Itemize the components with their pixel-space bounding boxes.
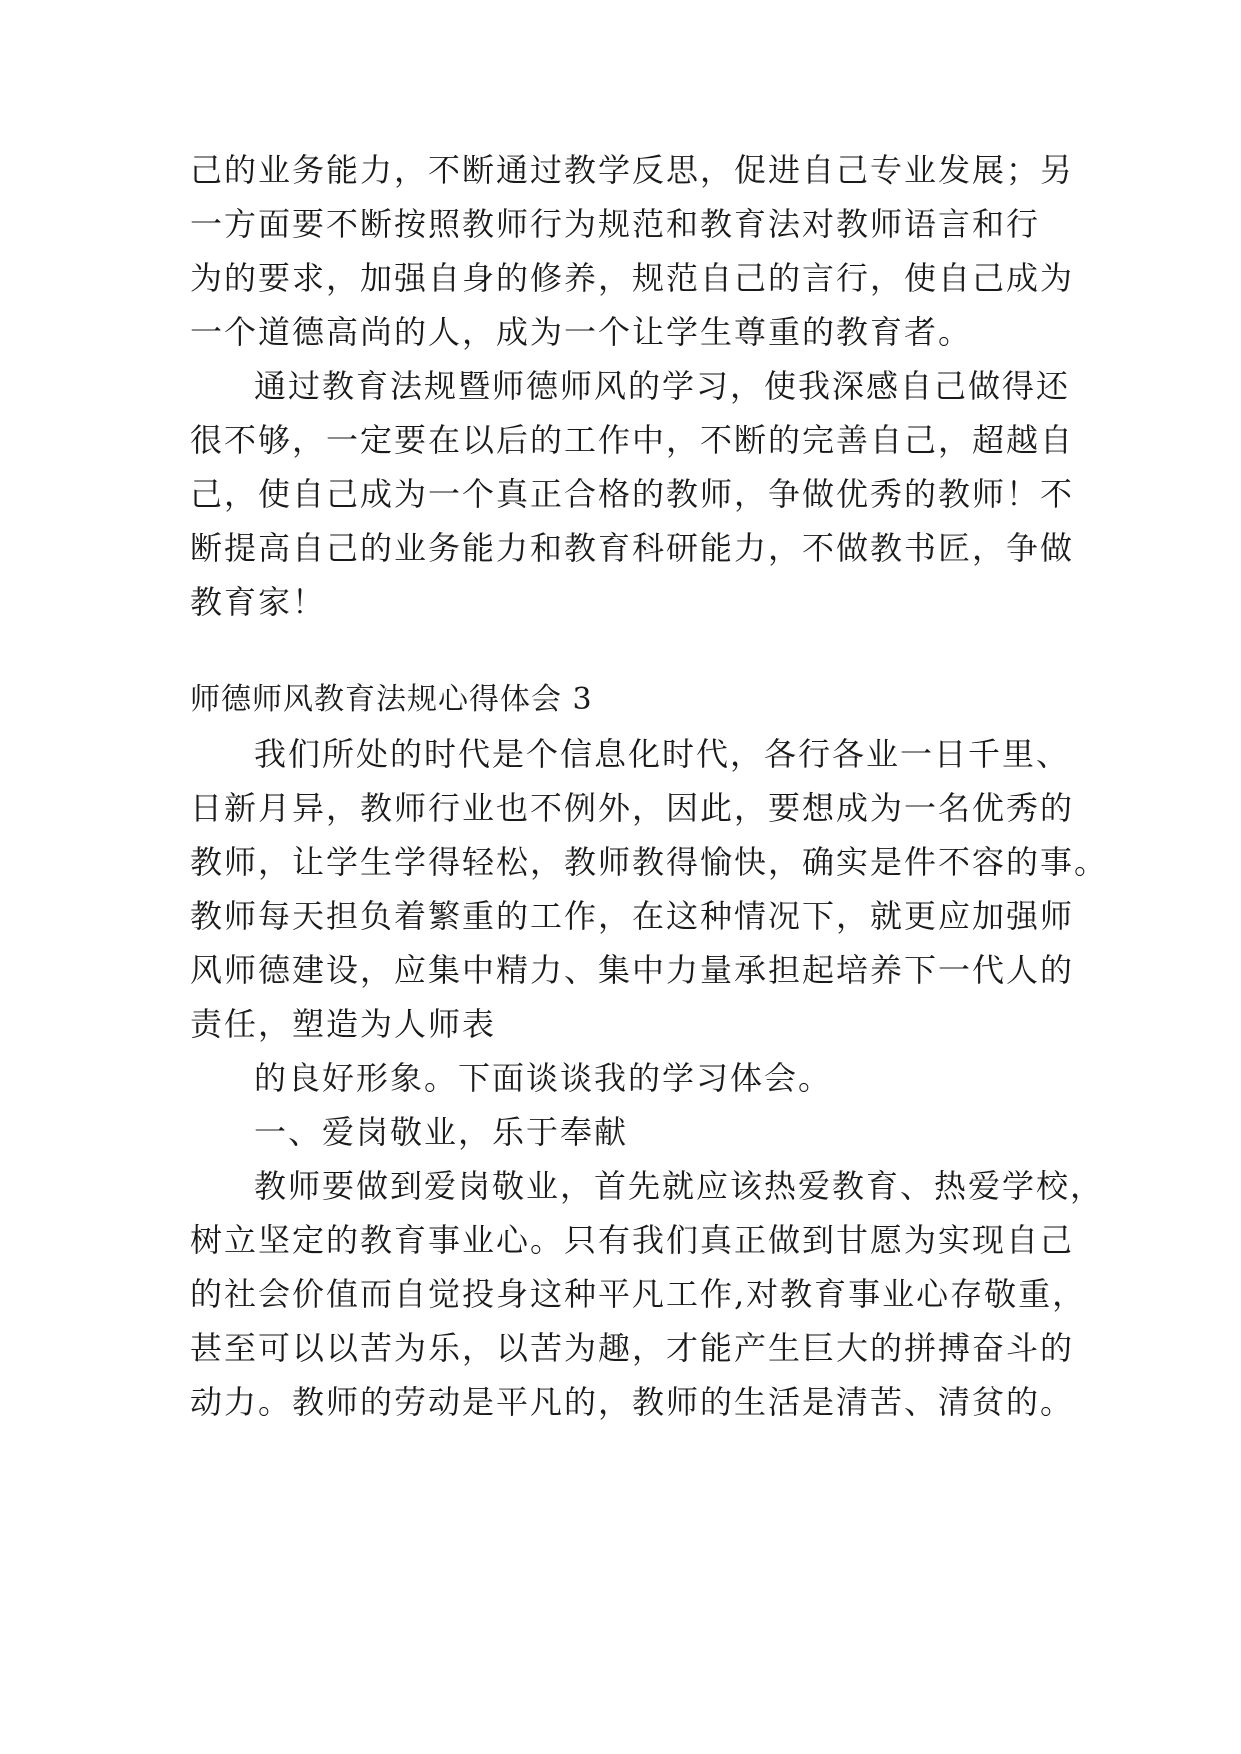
paragraph-2-line-5: 教育家！ bbox=[190, 583, 327, 621]
paragraph-5-line-1: 教师要做到爱岗敬业，首先就应该热爱教育、热爱学校， bbox=[254, 1167, 1105, 1205]
paragraph-2-line-3: 己，使自己成为一个真正合格的教师，争做优秀的教师！不 bbox=[190, 475, 1075, 513]
section-title: 师德师风教育法规心得体会 3 bbox=[190, 682, 593, 717]
paragraph-1-line-4: 一个道德高尚的人，成为一个让学生尊重的教育者。 bbox=[190, 313, 973, 351]
paragraph-2-line-2: 很不够，一定要在以后的工作中，不断的完善自己，超越自 bbox=[190, 421, 1075, 459]
paragraph-4: 的良好形象。下面谈谈我的学习体会。 bbox=[254, 1059, 833, 1097]
paragraph-5-line-5: 动力。教师的劳动是平凡的，教师的生活是清苦、清贫的。 bbox=[190, 1383, 1075, 1421]
paragraph-5-line-2: 树立坚定的教育事业心。只有我们真正做到甘愿为实现自己 bbox=[190, 1221, 1075, 1259]
paragraph-3-line-2: 日新月异，教师行业也不例外，因此，要想成为一名优秀的 bbox=[190, 789, 1075, 827]
paragraph-5-line-3: 的社会价值而自觉投身这种平凡工作,对教育事业心存敬重， bbox=[190, 1275, 1087, 1313]
paragraph-2-line-1: 通过教育法规暨师德师风的学习，使我深感自己做得还 bbox=[254, 367, 1071, 405]
paragraph-1-line-1: 己的业务能力，不断通过教学反思，促进自己专业发展；另 bbox=[190, 151, 1075, 189]
paragraph-5-line-4: 甚至可以以苦为乐，以苦为趣，才能产生巨大的拼搏奋斗的 bbox=[190, 1329, 1075, 1367]
paragraph-1-line-2: 一方面要不断按照教师行为规范和教育法对教师语言和行 bbox=[190, 205, 1041, 243]
subheading: 一、爱岗敬业，乐于奉献 bbox=[254, 1113, 629, 1151]
paragraph-2-line-4: 断提高自己的业务能力和教育科研能力，不做教书匠，争做 bbox=[190, 529, 1075, 567]
paragraph-3-line-5: 风师德建设，应集中精力、集中力量承担起培养下一代人的 bbox=[190, 951, 1075, 989]
paragraph-3-line-1: 我们所处的时代是个信息化时代，各行各业一日千里、 bbox=[254, 735, 1071, 773]
paragraph-3-line-6: 责任，塑造为人师表 bbox=[190, 1005, 497, 1043]
paragraph-3-line-4: 教师每天担负着繁重的工作，在这种情况下，就更应加强师 bbox=[190, 897, 1075, 935]
paragraph-3-line-3: 教师，让学生学得轻松，教师教得愉快，确实是件不容的事。 bbox=[190, 843, 1109, 881]
paragraph-1-line-3: 为的要求，加强自身的修养，规范自己的言行，使自己成为 bbox=[190, 259, 1075, 297]
